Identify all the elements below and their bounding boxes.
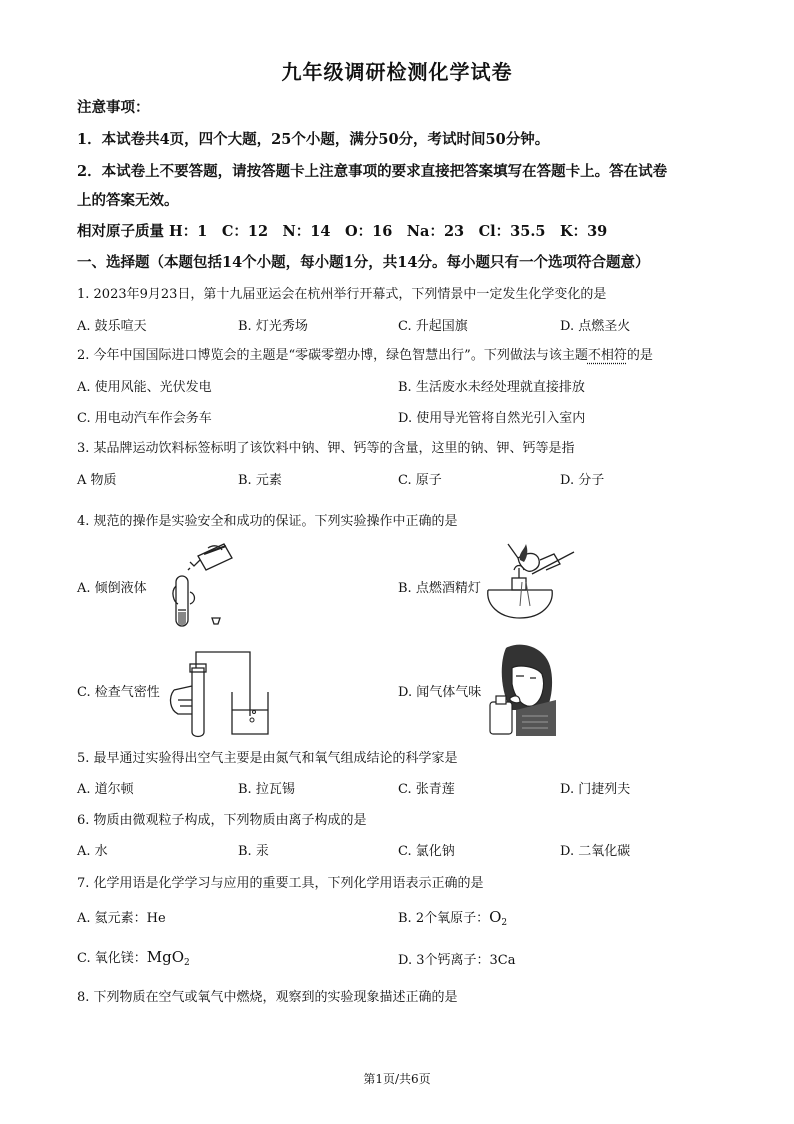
alcohol-lamp-illustration [484, 540, 580, 626]
question-2-option-b: B. 生活废水未经处理就直接排放 [398, 380, 585, 395]
page-title: 九年级调研检测化学试卷 [281, 60, 513, 84]
airtightness-check-illustration [168, 646, 274, 738]
notice-item-2-line-2: 上的答案无效。 [77, 192, 179, 209]
notice-heading: 注意事项： [77, 99, 150, 116]
smelling-gas-illustration [486, 640, 560, 736]
question-3-option-b: B. 元素 [238, 473, 282, 488]
question-6-stem: 6. 物质由微观粒子构成，下列物质由离子构成的是 [77, 813, 367, 828]
question-7-option-b: B. 2个氧原子：$O_2$ [398, 908, 508, 928]
atomic-mass-line: 相对原子质量 H：1 C：12 N：14 O：16 Na：23 Cl：35.5 K：39 [77, 223, 608, 240]
section-1-heading: 一、选择题（本题包括14个小题，每小题1分，共14分。每小题只有一个选项符合题意） [77, 254, 650, 271]
question-2-option-d: D. 使用导光管将自然光引入室内 [398, 411, 586, 426]
question-7-option-c: C. 氧化镁：MgO$_2$ [77, 948, 190, 968]
formula-o2: O [489, 908, 502, 926]
question-3-option-c: C. 原子 [398, 473, 442, 488]
question-1-option-a: A. 鼓乐喧天 [77, 319, 147, 334]
question-7-option-d: D. 3个钙离子：3Ca [398, 953, 516, 968]
question-1-option-c: C. 升起国旗 [398, 319, 468, 334]
question-4-option-d: D. 闻气体气味 [398, 685, 482, 700]
question-4-stem: 4. 规范的操作是实验安全和成功的保证。下列实验操作中正确的是 [77, 514, 458, 529]
notice-item-1: 1．本试卷共4页，四个大题，25个小题，满分50分，考试时间50分钟。 [77, 131, 550, 148]
question-2-option-a: A. 使用风能、光伏发电 [77, 380, 212, 395]
question-4-option-a: A. 倾倒液体 [77, 581, 147, 596]
question-6-option-c: C. 氯化钠 [398, 844, 455, 859]
question-5-option-d: D. 门捷列夫 [560, 782, 631, 797]
formula-mgo2: MgO [146, 948, 185, 966]
emphasis-text: 不相符 [587, 348, 627, 363]
notice-item-2-line-1: 2．本试卷上不要答题，请按答题卡上注意事项的要求直接把答案填写在答题卡上。答在试卷 [77, 163, 668, 180]
question-2-stem: 2. 今年中国国际进口博览会的主题是“零碳零塑办博，绿色智慧出行”。下列做法与该主题不相符的是 [77, 348, 653, 363]
question-1-option-d: D. 点燃圣火 [560, 319, 631, 334]
question-1-option-b: B. 灯光秀场 [238, 319, 308, 334]
question-6-option-a: A. 水 [77, 844, 108, 859]
page-footer: 第1页/共6页 [363, 1072, 431, 1086]
question-7-option-a: A. 氦元素：He [77, 911, 166, 926]
question-3-stem: 3. 某品牌运动饮料标签标明了该饮料中钠、钾、钙等的含量，这里的钠、钾、钙等是指 [77, 441, 575, 456]
question-5-option-a: A. 道尔顿 [77, 782, 134, 797]
question-4-option-c: C. 检查气密性 [77, 685, 160, 700]
question-8-stem: 8. 下列物质在空气或氧气中燃烧，观察到的实验现象描述正确的是 [77, 990, 458, 1005]
question-5-option-c: C. 张青莲 [398, 782, 455, 797]
question-7-stem: 7. 化学用语是化学学习与应用的重要工具，下列化学用语表示正确的是 [77, 876, 484, 891]
question-6-option-d: D. 二氧化碳 [560, 844, 631, 859]
question-3-option-d: D. 分子 [560, 473, 605, 488]
question-5-stem: 5. 最早通过实验得出空气主要是由氮气和氧气组成结论的科学家是 [77, 751, 458, 766]
question-6-option-b: B. 汞 [238, 844, 269, 859]
question-3-option-a: A 物质 [77, 473, 117, 488]
question-2-option-c: C. 用电动汽车作会务车 [77, 411, 212, 426]
question-5-option-b: B. 拉瓦锡 [238, 782, 295, 797]
pouring-liquid-illustration [168, 540, 238, 632]
question-1-stem: 1. 2023年9月23日，第十九届亚运会在杭州举行开幕式，下列情景中一定发生化学变化的是 [77, 287, 607, 302]
question-4-option-b: B. 点燃酒精灯 [398, 581, 481, 596]
